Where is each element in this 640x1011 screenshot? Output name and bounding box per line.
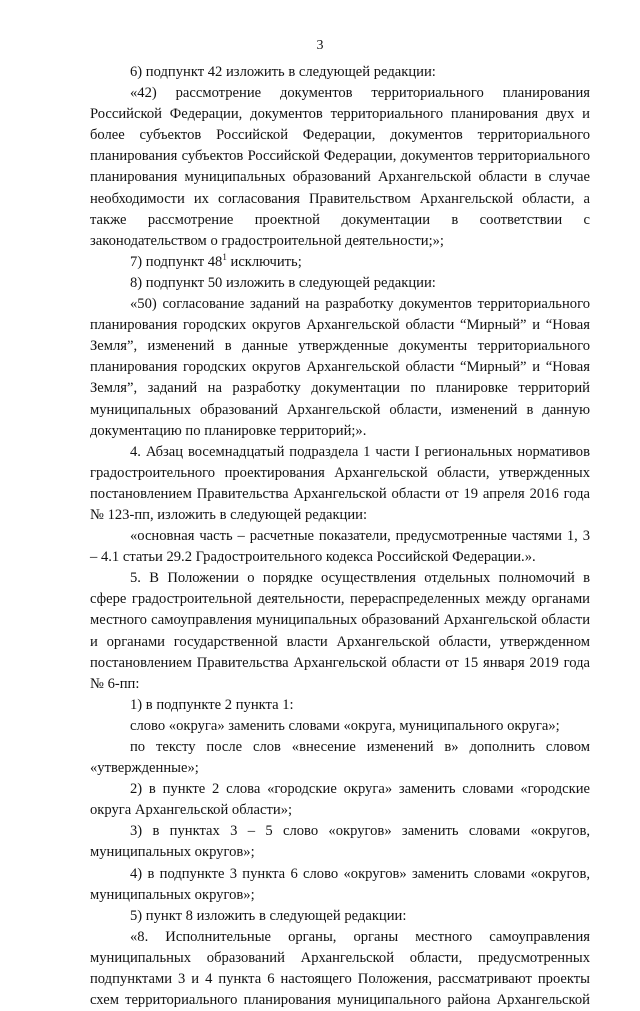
paragraph-item-8: 8) подпункт 50 изложить в следующей редакции:: [130, 274, 436, 291]
paragraph-sub-1: 1) в подпункте 2 пункта 1:: [130, 696, 294, 713]
paragraph-item-7-tail: исключить;: [226, 253, 302, 270]
paragraph-add-utverzhdennye: по тексту после слов «внесение изменений в» дополнить словом «утвержденные»;: [90, 739, 590, 777]
paragraph-subitem-42: «42) рассмотрение документов территориального планирования Российской Федерации, документов территориального планирования двух и более субъектов Российской Федерации, документов территориального планирования субъектов Российской Федерации, документов территориального планирования муниципальных образований Архангельской области в случае необходимости их согласования Правительством Архангельской области, а также рассмотрение проектной документации в соответствии с законодательством о градостроительной деятельности;»;: [90, 85, 590, 249]
paragraph-item-7: [90, 252, 590, 273]
paragraph-section-5: 5. В Положении о порядке осуществления отдельных полномочий в сфере градостроительной деятельности, перераспределенных между органами местного самоуправления муниципальных образований Архангельской области и органами государственной власти Архангельской области, утвержденном постановлением Правительства Архангельской области от 15 января 2019 года № 6-пп:: [90, 570, 590, 692]
page-number: 3: [316, 38, 324, 53]
paragraph-item-7-text: 7) подпункт 48: [130, 253, 223, 270]
superscript: 1: [222, 251, 227, 262]
paragraph-sub-4: 4) в подпункте 3 пункта 6 слово «округов» заменить словами «округов, муниципальных округов»;: [90, 865, 590, 903]
paragraph-subitem-50: «50) согласование заданий на разработку документов территориального планирования городских округов Архангельской области “Мирный” и “Новая Земля”, изменений в данные утвержденные документы территориального планирования городских округов Архангельской области “Мирный” и “Новая Земля”, заданий на разработку документации по планировке территорий муниципальных образований Архангельской области, изменений в данную документацию по планировке территорий;».: [90, 296, 590, 439]
paragraph-sub-3: 3) в пунктах 3 – 5 слово «округов» заменить словами «округов, муниципальных округов»;: [90, 823, 590, 861]
document-body: [90, 62, 590, 1011]
paragraph-replace-okruga: слово «округа» заменить словами «округа, муниципального округа»;: [130, 717, 560, 734]
paragraph-sub-2: 2) в пункте 2 слова «городские округа» заменить словами «городские округа Архангельской области»;: [90, 781, 590, 819]
paragraph-quote-main-part: «основная часть – расчетные показатели, предусмотренные частями 1, 3 – 4.1 статьи 29.2 Градостроительного кодекса Российской Федерации.».: [90, 528, 590, 566]
paragraph-section-4: 4. Абзац восемнадцатый подраздела 1 части I региональных нормативов градостроительного проектирования Архангельской области, утвержденных постановлением Правительства Архангельской области от 19 апреля 2016 года № 123-пп, изложить в следующей редакции:: [90, 443, 590, 523]
paragraph-item-6: 6) подпункт 42 изложить в следующей редакции:: [130, 64, 436, 80]
paragraph-sub-5: 5) пункт 8 изложить в следующей редакции:: [130, 907, 407, 924]
paragraph-point-8: «8. Исполнительные органы, органы местного самоуправления муниципальных образований Архангельской области, предусмотренных подпунктами 3 и 4 пункта 6 настоящего Положения, рассматривают проекты схем территориального планирования муниципального района Архангельской: [90, 928, 590, 1009]
